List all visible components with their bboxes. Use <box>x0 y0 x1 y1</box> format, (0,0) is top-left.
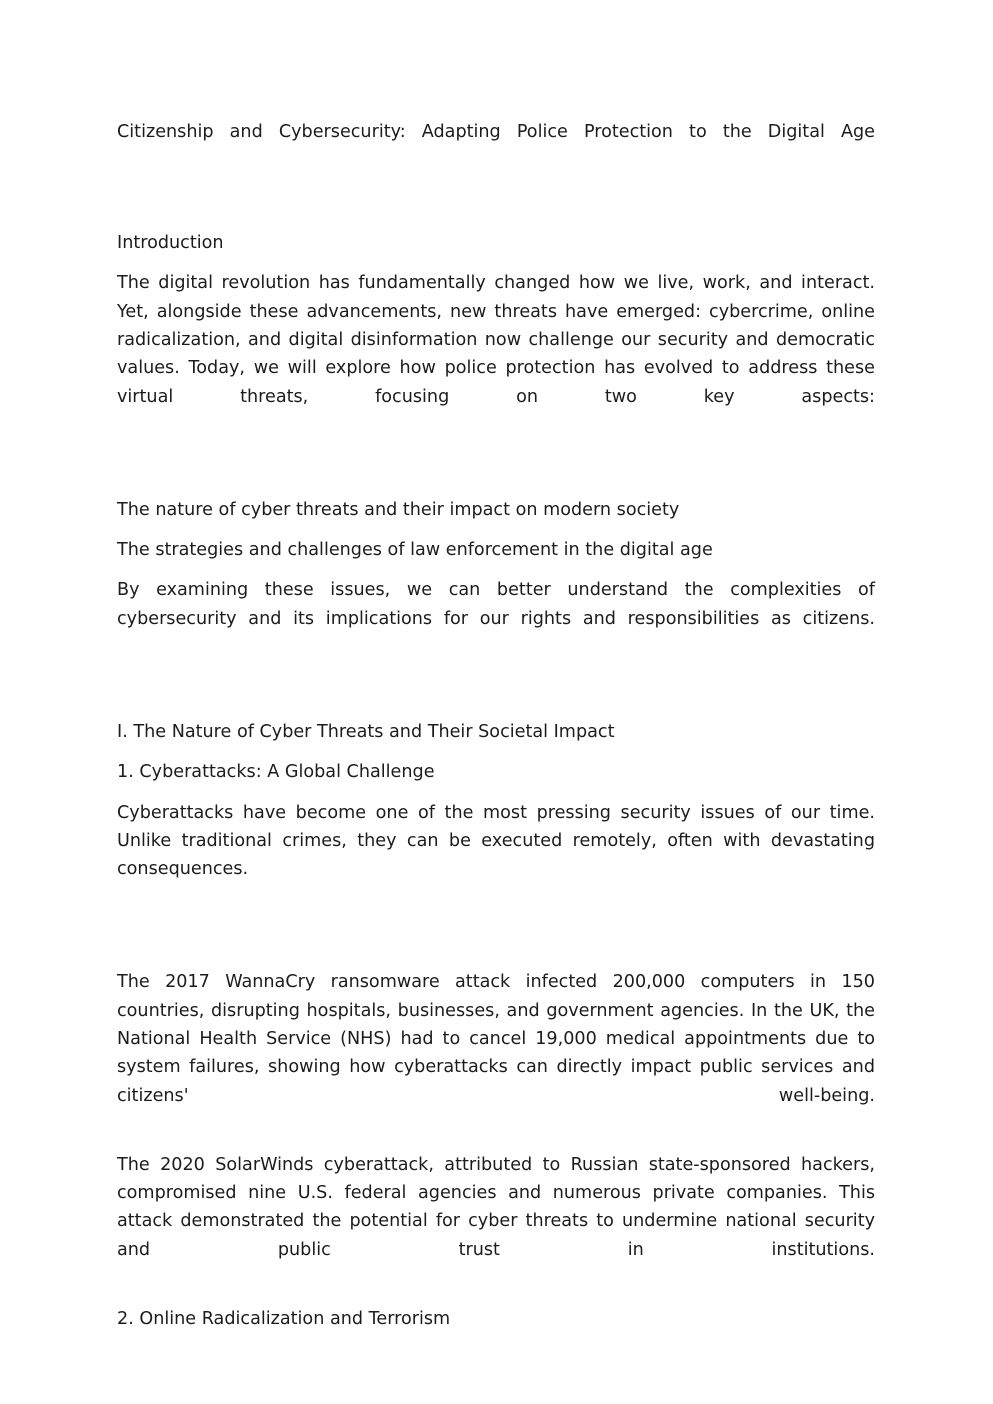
paragraph-cyberattacks-global: Cyberattacks have become one of the most pressing security issues of our time. Unlike traditional crimes, they can be executed remotely, often with devastating consequences. <box>117 802 875 880</box>
spacer <box>117 1293 875 1305</box>
paragraph-wannacry-attack: The 2017 WannaCry ransomware attack infected 200,000 computers in 150 countries, disrupting hospitals, businesses, and government agencies. In the UK, the National Health Service (NHS) had to cancel 19,000 medical appointments due to system failures, showing how cyberattacks can directly impact public services and citizens' well-being. <box>117 972 875 1106</box>
spacer <box>117 746 875 758</box>
spacer-empty-paragraph <box>117 440 875 496</box>
paragraph-introduction: The digital revolution has fundamentally changed how we live, work, and interact. Yet, alongside these advancements, new threats have emerged: cybercrime, online radicalization, and digital disinformation now challenge our security and democratic values. Today, we will explore how police protection has evolved to address these virtual threats, focusing on two key aspects: <box>117 273 875 407</box>
list-item-law-enforcement-strategies: The strategies and challenges of law enforcement in the digital age <box>117 540 713 561</box>
spacer <box>117 257 875 269</box>
spacer <box>117 1139 875 1151</box>
spacer-after-title <box>117 175 875 229</box>
paragraph-examining-issues: By examining these issues, we can better understand the complexities of cybersecurity and its implications for our rights and responsibilities as citizens. <box>117 580 875 629</box>
spacer-empty-paragraph <box>117 912 875 968</box>
heading-section-i: I. The Nature of Cyber Threats and Their Societal Impact <box>117 721 615 742</box>
paragraph-solarwinds-attack: The 2020 SolarWinds cyberattack, attributed to Russian state-sponsored hackers, compromised nine U.S. federal agencies and numerous private companies. This attack demonstrated the potential for cyber threats to undermine national security and public trust in institutions. <box>117 1154 875 1260</box>
document-body <box>117 118 875 1333</box>
spacer <box>117 524 875 536</box>
heading-subsection-1: 1. Cyberattacks: A Global Challenge <box>117 762 435 783</box>
spacer <box>117 787 875 799</box>
list-item-cyber-threats-nature: The nature of cyber threats and their impact on modern society <box>117 499 680 520</box>
heading-introduction: Introduction <box>117 232 224 253</box>
document-title: Citizenship and Cybersecurity: Adapting Police Protection to the Digital Age <box>117 122 875 142</box>
spacer-empty-paragraph <box>117 662 875 718</box>
heading-subsection-2: 2. Online Radicalization and Terrorism <box>117 1308 451 1329</box>
spacer <box>117 564 875 576</box>
